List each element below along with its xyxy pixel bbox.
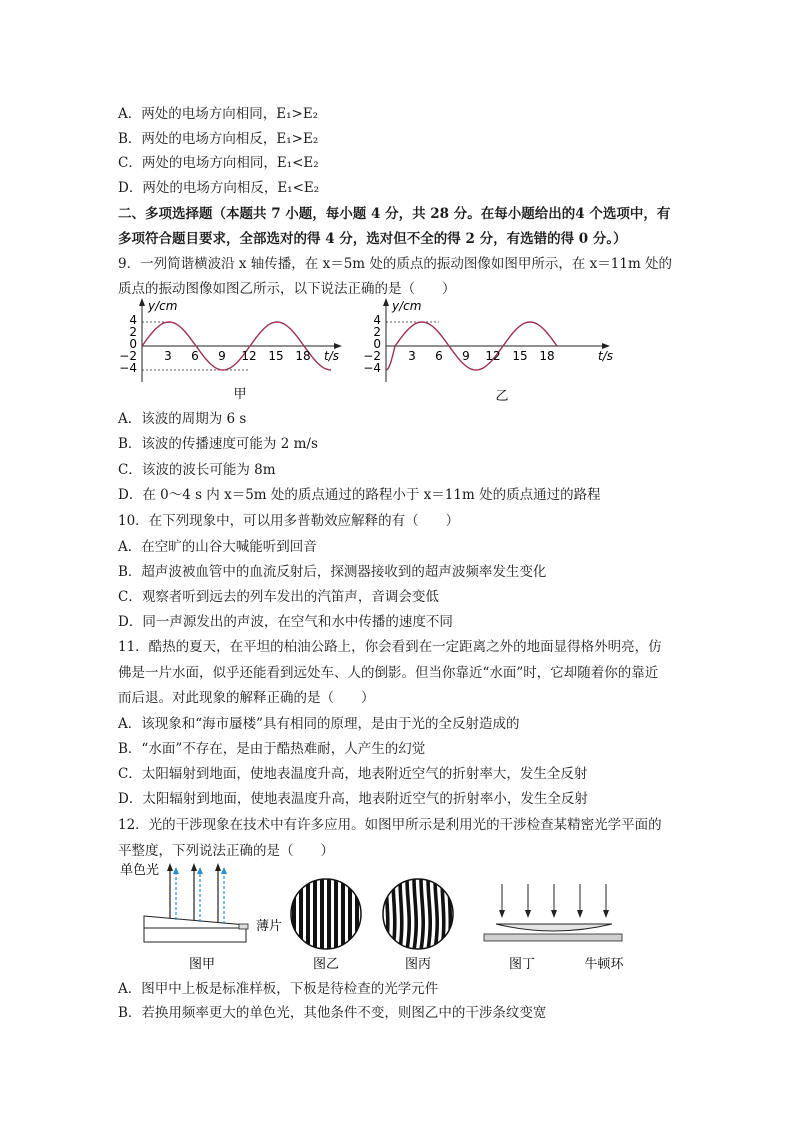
question-11-stem-cont: 佛是一片水面，似乎还能看到远处车、人的倒影。但当你靠近“水面”时，它却随着你的靠近 — [118, 665, 659, 681]
question-12-stem: 12．光的干涉现象在技术中有许多应用。如图甲所示是利用光的干涉检查某精密光学平面的 — [118, 817, 662, 833]
section-heading: 二、多项选择题（本题共 7 小题，每小题 4 分，共 28 分。在每小题给出的4 个选项中，有 — [118, 206, 671, 222]
option-11c: C．太阳辐射到地面，使地表温度升高，地表附近空气的折射率大，发生全反射 — [118, 766, 588, 782]
question-9-stem: 9．一列简谐横波沿 x 轴传播，在 x＝5m 处的质点的振动图像如图甲所示，在 x＝11m 处的 — [118, 256, 673, 272]
option-12b: B．若换用频率更大的单色光，其他条件不变，则图乙中的干涉条纹变宽 — [118, 1005, 547, 1021]
graph-yi-xtick: 12 — [485, 349, 501, 363]
graph-yi-ytick: −2 — [363, 349, 381, 363]
figure-bing — [383, 878, 453, 972]
option-9d: D．在 0～4 s 内 x＝5m 处的质点通过的路程小于 x＝11m 处的质点通过的路程 — [118, 487, 601, 503]
option-8d: D．两处的电场方向相反，E₁<E₂ — [118, 180, 320, 196]
option-9c: C．该波的波长可能为 8m — [118, 462, 276, 478]
label-monochromatic-light: 单色光 — [120, 863, 160, 878]
graph-jia-ytick: −2 — [119, 349, 137, 363]
graph-jia-caption: 甲 — [233, 387, 247, 402]
graph-jia-xtick: 18 — [295, 349, 311, 363]
option-10c: C．观察者听到远去的列车发出的汽笛声，音调会变低 — [118, 589, 439, 605]
question-10-stem: 10．在下列现象中，可以用多普勒效应解释的有（ ） — [118, 513, 460, 529]
option-8a: A．两处的电场方向相同，E₁>E₂ — [118, 106, 319, 122]
option-10b: B．超声波被血管中的血流反射后，探测器接收到的超声波频率发生变化 — [118, 564, 547, 580]
option-8c: C．两处的电场方向相同，E₁<E₂ — [118, 155, 319, 171]
caption-fig-yi: 图乙 — [312, 957, 340, 972]
graph-yi-xlabel: t/s — [598, 349, 613, 363]
graph-jia-xtick: 15 — [268, 349, 284, 363]
graph-jia — [119, 298, 342, 402]
graph-yi-ytick: 0 — [373, 337, 381, 351]
interference-figure — [118, 858, 638, 974]
caption-fig-jia: 图甲 — [188, 957, 216, 972]
graph-yi-ytick: 2 — [373, 325, 381, 339]
question-12-stem-cont: 平整度，下列说法正确的是（ ） — [118, 843, 334, 859]
option-9b: B．该波的传播速度可能为 2 m/s — [118, 436, 318, 452]
figure-yi — [291, 878, 361, 972]
option-12a: A．图甲中上板是标准样板，下板是待检查的光学元件 — [118, 981, 439, 997]
option-11d: D．太阳辐射到地面，使地表温度升高，地表附近空气的折射率小，发生全反射 — [118, 791, 588, 807]
graph-jia-ytick: 2 — [129, 325, 137, 339]
graph-jia-ytick: 0 — [129, 337, 137, 351]
option-11b: B．“水面”不存在，是由于酷热难耐，人产生的幻觉 — [118, 741, 426, 757]
graph-jia-xtick: 9 — [218, 349, 226, 363]
graph-yi-xtick: 15 — [512, 349, 528, 363]
question-9-stem-cont: 质点的振动图像如图乙所示，以下说法正确的是（ ） — [118, 281, 456, 297]
caption-newton-rings: 牛顿环 — [584, 957, 624, 972]
question-11-stem: 11．酷热的夏天，在平坦的柏油公路上，你会看到在一定距离之外的地面显得格外明亮，仿 — [118, 639, 662, 655]
graph-yi-xtick: 3 — [408, 349, 416, 363]
graph-yi-xtick: 9 — [462, 349, 470, 363]
figure-jia — [120, 862, 282, 972]
graph-jia-xlabel: t/s — [324, 349, 339, 363]
graph-yi-ytick: −4 — [363, 361, 381, 375]
question-11-stem-end: 而后退。对此现象的解释正确的是（ ） — [118, 690, 375, 706]
option-10a: A．在空旷的山谷大喊能听到回音 — [118, 539, 317, 555]
caption-fig-ding: 图丁 — [508, 957, 536, 972]
graph-yi-ylabel: y/cm — [392, 299, 422, 313]
figure-ding — [484, 884, 624, 972]
option-8b: B．两处的电场方向相反，E₁>E₂ — [118, 131, 319, 147]
wave-graphs-figure — [118, 296, 638, 406]
graph-yi-xtick: 18 — [539, 349, 555, 363]
graph-jia-ytick: 4 — [129, 313, 137, 327]
graph-yi-caption: 乙 — [495, 389, 509, 404]
graph-yi-xtick: 6 — [435, 349, 443, 363]
graph-jia-xtick: 3 — [164, 349, 172, 363]
option-9a: A．该波的周期为 6 s — [118, 411, 247, 427]
graph-jia-ytick: −4 — [119, 361, 137, 375]
option-11a: A．该现象和“海市蜃楼”具有相同的原理，是由于光的全反射造成的 — [118, 716, 520, 732]
graph-yi-ytick: 4 — [373, 313, 381, 327]
graph-jia-xtick: 6 — [191, 349, 199, 363]
option-10d: D．同一声源发出的声波，在空气和水中传播的速度不同 — [118, 614, 453, 630]
section-instructions: 多项符合题目要求，全部选对的得 4 分，选对但不全的得 2 分，有选错的得 0 分。） — [118, 231, 627, 247]
caption-fig-bing: 图丙 — [404, 957, 432, 972]
graph-jia-xtick: 12 — [241, 349, 257, 363]
graph-jia-ylabel: y/cm — [148, 299, 178, 313]
label-shim: 薄片 — [256, 919, 283, 934]
graph-yi — [363, 298, 613, 404]
